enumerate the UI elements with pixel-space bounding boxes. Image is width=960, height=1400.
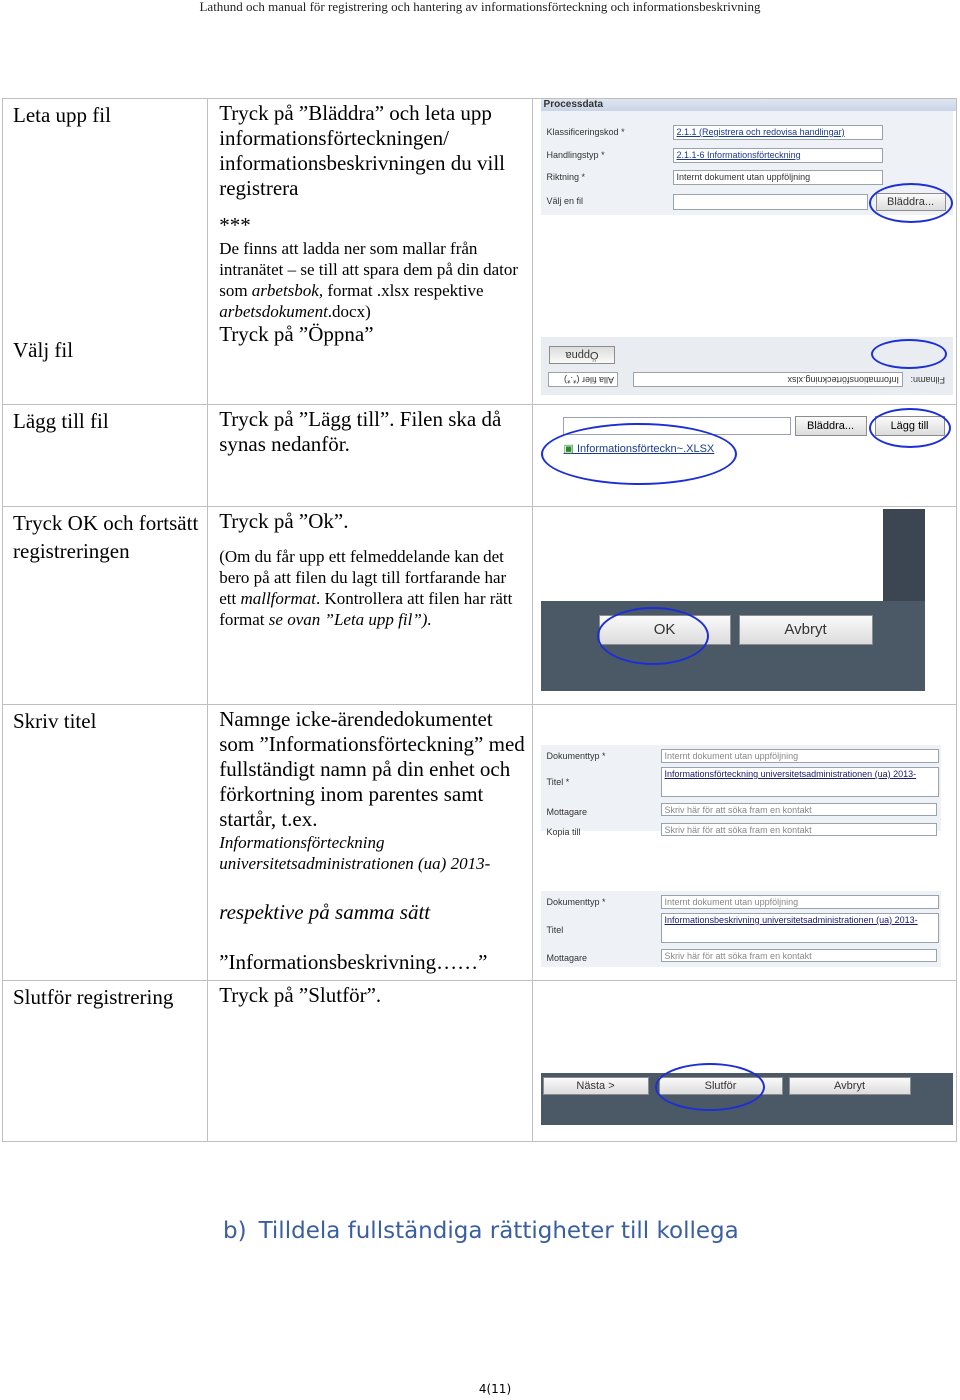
instruction-cell xyxy=(208,981,532,1142)
step-label: Tryck OK och fortsätt registreringen xyxy=(13,511,199,563)
step-label: Slutför registrering xyxy=(13,985,174,1009)
step-cell xyxy=(3,405,208,507)
file-path-field[interactable] xyxy=(673,194,868,210)
highlight-circle xyxy=(871,339,947,369)
step-cell xyxy=(3,981,208,1142)
finish-bar xyxy=(541,1073,953,1125)
copy-search[interactable]: Skriv här för att söka fram en kontakt xyxy=(661,823,937,836)
field-label: Handlingstyp * xyxy=(546,150,605,160)
section-heading xyxy=(223,1218,739,1244)
instruction-text: Tryck på ”Lägg till”. Filen ska då synas nedanför. xyxy=(219,407,502,456)
instruction-text: Tryck på ”Ok”. xyxy=(219,509,349,533)
title-input[interactable]: Informationsbeskrivning universitetsadministrationen (ua) 2013- xyxy=(661,913,939,943)
step-label: Leta upp fil xyxy=(13,103,111,127)
instruction-table xyxy=(2,98,957,1142)
field-label: Dokumenttyp * xyxy=(546,751,606,761)
classification-field[interactable]: 2.1.1 (Registrera och redovisa handlingar) xyxy=(673,125,883,140)
page-number: 4(11) xyxy=(478,1382,512,1396)
instruction-text: ”Informationsbeskrivning……” xyxy=(219,950,488,974)
browse-button[interactable]: Bläddra... xyxy=(876,193,946,211)
ok-button[interactable]: OK xyxy=(599,615,731,645)
cancel-button[interactable]: Avbryt xyxy=(739,615,873,645)
instruction-text: Tryck på ”Slutför”. xyxy=(219,983,382,1007)
note-text: (Om du får upp ett felmeddelande kan det bero på att filen du lagt till fortfarande har ett mallformat. Kontrollera att filen har rätt format se ovan ”Leta upp fil”). xyxy=(219,547,513,629)
panel-title: Processdata xyxy=(541,99,956,111)
filename-field[interactable]: Informationsförteckning.xlsx xyxy=(633,372,903,387)
field-label: Riktning * xyxy=(546,172,586,182)
cancel-button[interactable]: Avbryt xyxy=(789,1077,911,1095)
step-label: Lägg till fil xyxy=(13,409,109,433)
instruction-text: Tryck på ”Bläddra” och leta upp informationsförteckningen/ informationsbeskrivningen du vill registrera xyxy=(219,101,505,200)
finish-button[interactable]: Slutför xyxy=(659,1077,783,1095)
processdata-panel xyxy=(541,99,953,215)
highlight-circle xyxy=(869,408,951,448)
field-label: Kopia till xyxy=(546,827,581,837)
section-title: Tilldela fullständiga rättigheter till kollega xyxy=(258,1218,739,1244)
field-label: Titel xyxy=(546,925,564,935)
step-cell xyxy=(3,705,208,981)
table-row xyxy=(3,405,957,507)
title-form-2 xyxy=(541,891,941,967)
step-cell xyxy=(3,99,208,405)
instruction-cell xyxy=(208,99,532,405)
table-row xyxy=(3,981,957,1142)
field-label: Välj en fil xyxy=(546,196,584,206)
browse-button[interactable]: Bläddra... xyxy=(795,416,867,436)
field-label: Mottagare xyxy=(546,807,588,817)
step-cell xyxy=(3,507,208,705)
next-button[interactable]: Nästa > xyxy=(543,1077,649,1095)
field-label: Titel * xyxy=(546,777,570,787)
instruction-text: Tryck på ”Öppna” xyxy=(219,322,374,346)
page-header: Lathund och manual för registrering och hantering av informationsförteckning och informationsbeskrivning xyxy=(199,0,761,14)
highlight-circle xyxy=(541,423,737,485)
file-filter[interactable]: Alla filer (*.*) xyxy=(548,372,618,387)
instruction-cell xyxy=(208,405,532,507)
title-form-1 xyxy=(541,745,941,837)
table-row xyxy=(3,99,957,405)
added-file-link[interactable]: ▣ Informationsförteckn~.XLSX xyxy=(563,443,715,455)
document-type-field[interactable]: 2.1.1-6 Informationsförteckning xyxy=(673,148,883,163)
screenshot-cell xyxy=(532,981,956,1142)
table-row xyxy=(3,705,957,981)
example-title: Informationsförteckning universitetsadministrationen (ua) 2013- xyxy=(219,833,491,873)
highlight-circle xyxy=(597,607,709,665)
instruction-cell xyxy=(208,705,532,981)
excel-icon: ▣ xyxy=(563,443,574,455)
direction-field[interactable]: Internt dokument utan uppföljning xyxy=(673,170,883,185)
field-label: Klassificeringskod * xyxy=(546,127,625,137)
instruction-text: Namnge icke-ärendedokumentet som ”Informationsförteckning” med fullständigt namn på din enhet och förkortning inom parentes samt startår, t.ex. xyxy=(219,707,525,831)
field-label: Mottagare xyxy=(546,953,588,963)
step-label: Välj fil xyxy=(13,338,74,362)
add-file-button[interactable]: Lägg till xyxy=(875,416,945,436)
screenshot-cell xyxy=(532,507,956,705)
title-input[interactable]: Informationsförteckning universitetsadministrationen (ua) 2013- xyxy=(661,767,939,797)
instruction-cell xyxy=(208,507,532,705)
highlight-circle xyxy=(655,1063,765,1111)
field-label: Dokumenttyp * xyxy=(546,897,606,907)
step-label: Skriv titel xyxy=(13,709,97,733)
doctype-select[interactable]: Internt dokument utan uppföljning xyxy=(661,895,939,909)
screenshot-cell xyxy=(532,705,956,981)
open-dialog-strip xyxy=(541,337,953,395)
recipient-search[interactable]: Skriv här för att söka fram en kontakt xyxy=(661,949,937,962)
instruction-text: respektive på samma sätt xyxy=(219,900,431,924)
screenshot-cell xyxy=(532,405,956,507)
open-button[interactable]: Öppna xyxy=(549,346,615,364)
recipient-search[interactable]: Skriv här för att söka fram en kontakt xyxy=(661,803,937,816)
screenshot-cell xyxy=(532,99,956,405)
highlight-circle xyxy=(869,183,953,223)
doctype-select[interactable]: Internt dokument utan uppföljning xyxy=(661,749,939,763)
filename-label: Filnamn: xyxy=(910,375,945,385)
table-row xyxy=(3,507,957,705)
note-text: De finns att ladda ner som mallar från intranätet – se till att spara dem på din dator som arbetsbok, format .xlsx respektive arbetsdokument.docx) xyxy=(219,239,519,321)
ok-dialog-snippet xyxy=(541,509,925,691)
section-number: b) xyxy=(223,1218,247,1244)
note-stars: *** xyxy=(219,213,251,237)
